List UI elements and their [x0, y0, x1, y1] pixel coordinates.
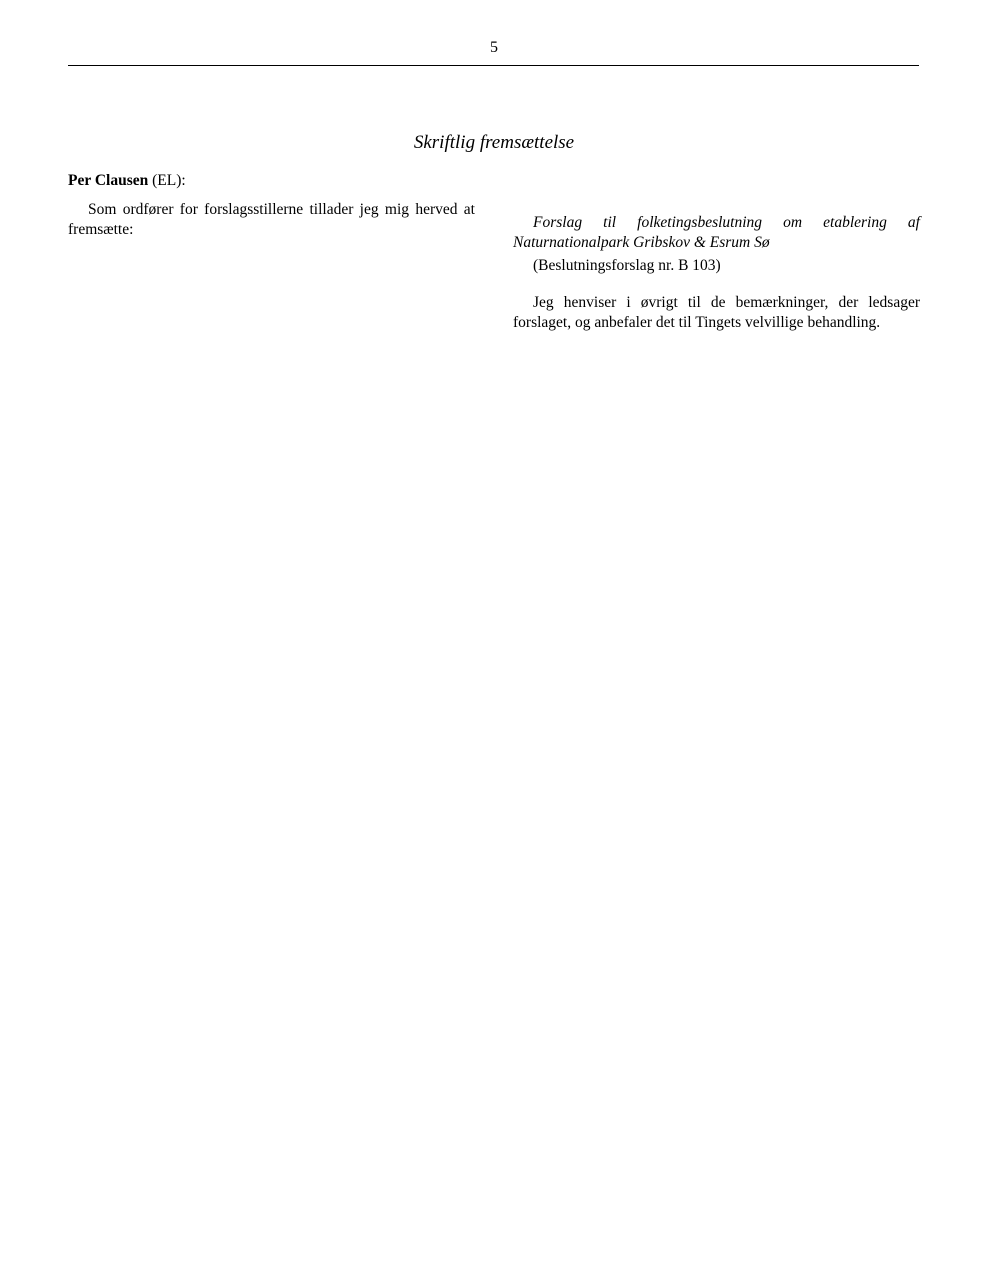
speaker-line [68, 171, 475, 191]
right-column [513, 213, 920, 333]
proposal-title: Forslag til folketingsbeslutning om etablering af Naturnationalpark Gribskov & Esrum Sø [513, 214, 920, 251]
proposal-number: (Beslutningsforslag nr. B 103) [533, 257, 721, 274]
section-title: Skriftlig fremsættelse [413, 132, 575, 153]
header-rule [68, 65, 919, 66]
speaker-name: Per Clausen [68, 172, 149, 189]
speaker-party: (EL): [148, 172, 186, 189]
page-number: 5 [490, 39, 498, 56]
introduction-paragraph: Som ordfører for forslagsstillerne tillader jeg mig herved at fremsætte: [68, 201, 475, 238]
closing-paragraph: Jeg henviser i øvrigt til de bemærkninger, der ledsager forslaget, og anbefaler det til Tingets velvillige behandling. [513, 294, 920, 331]
left-column [68, 171, 475, 240]
